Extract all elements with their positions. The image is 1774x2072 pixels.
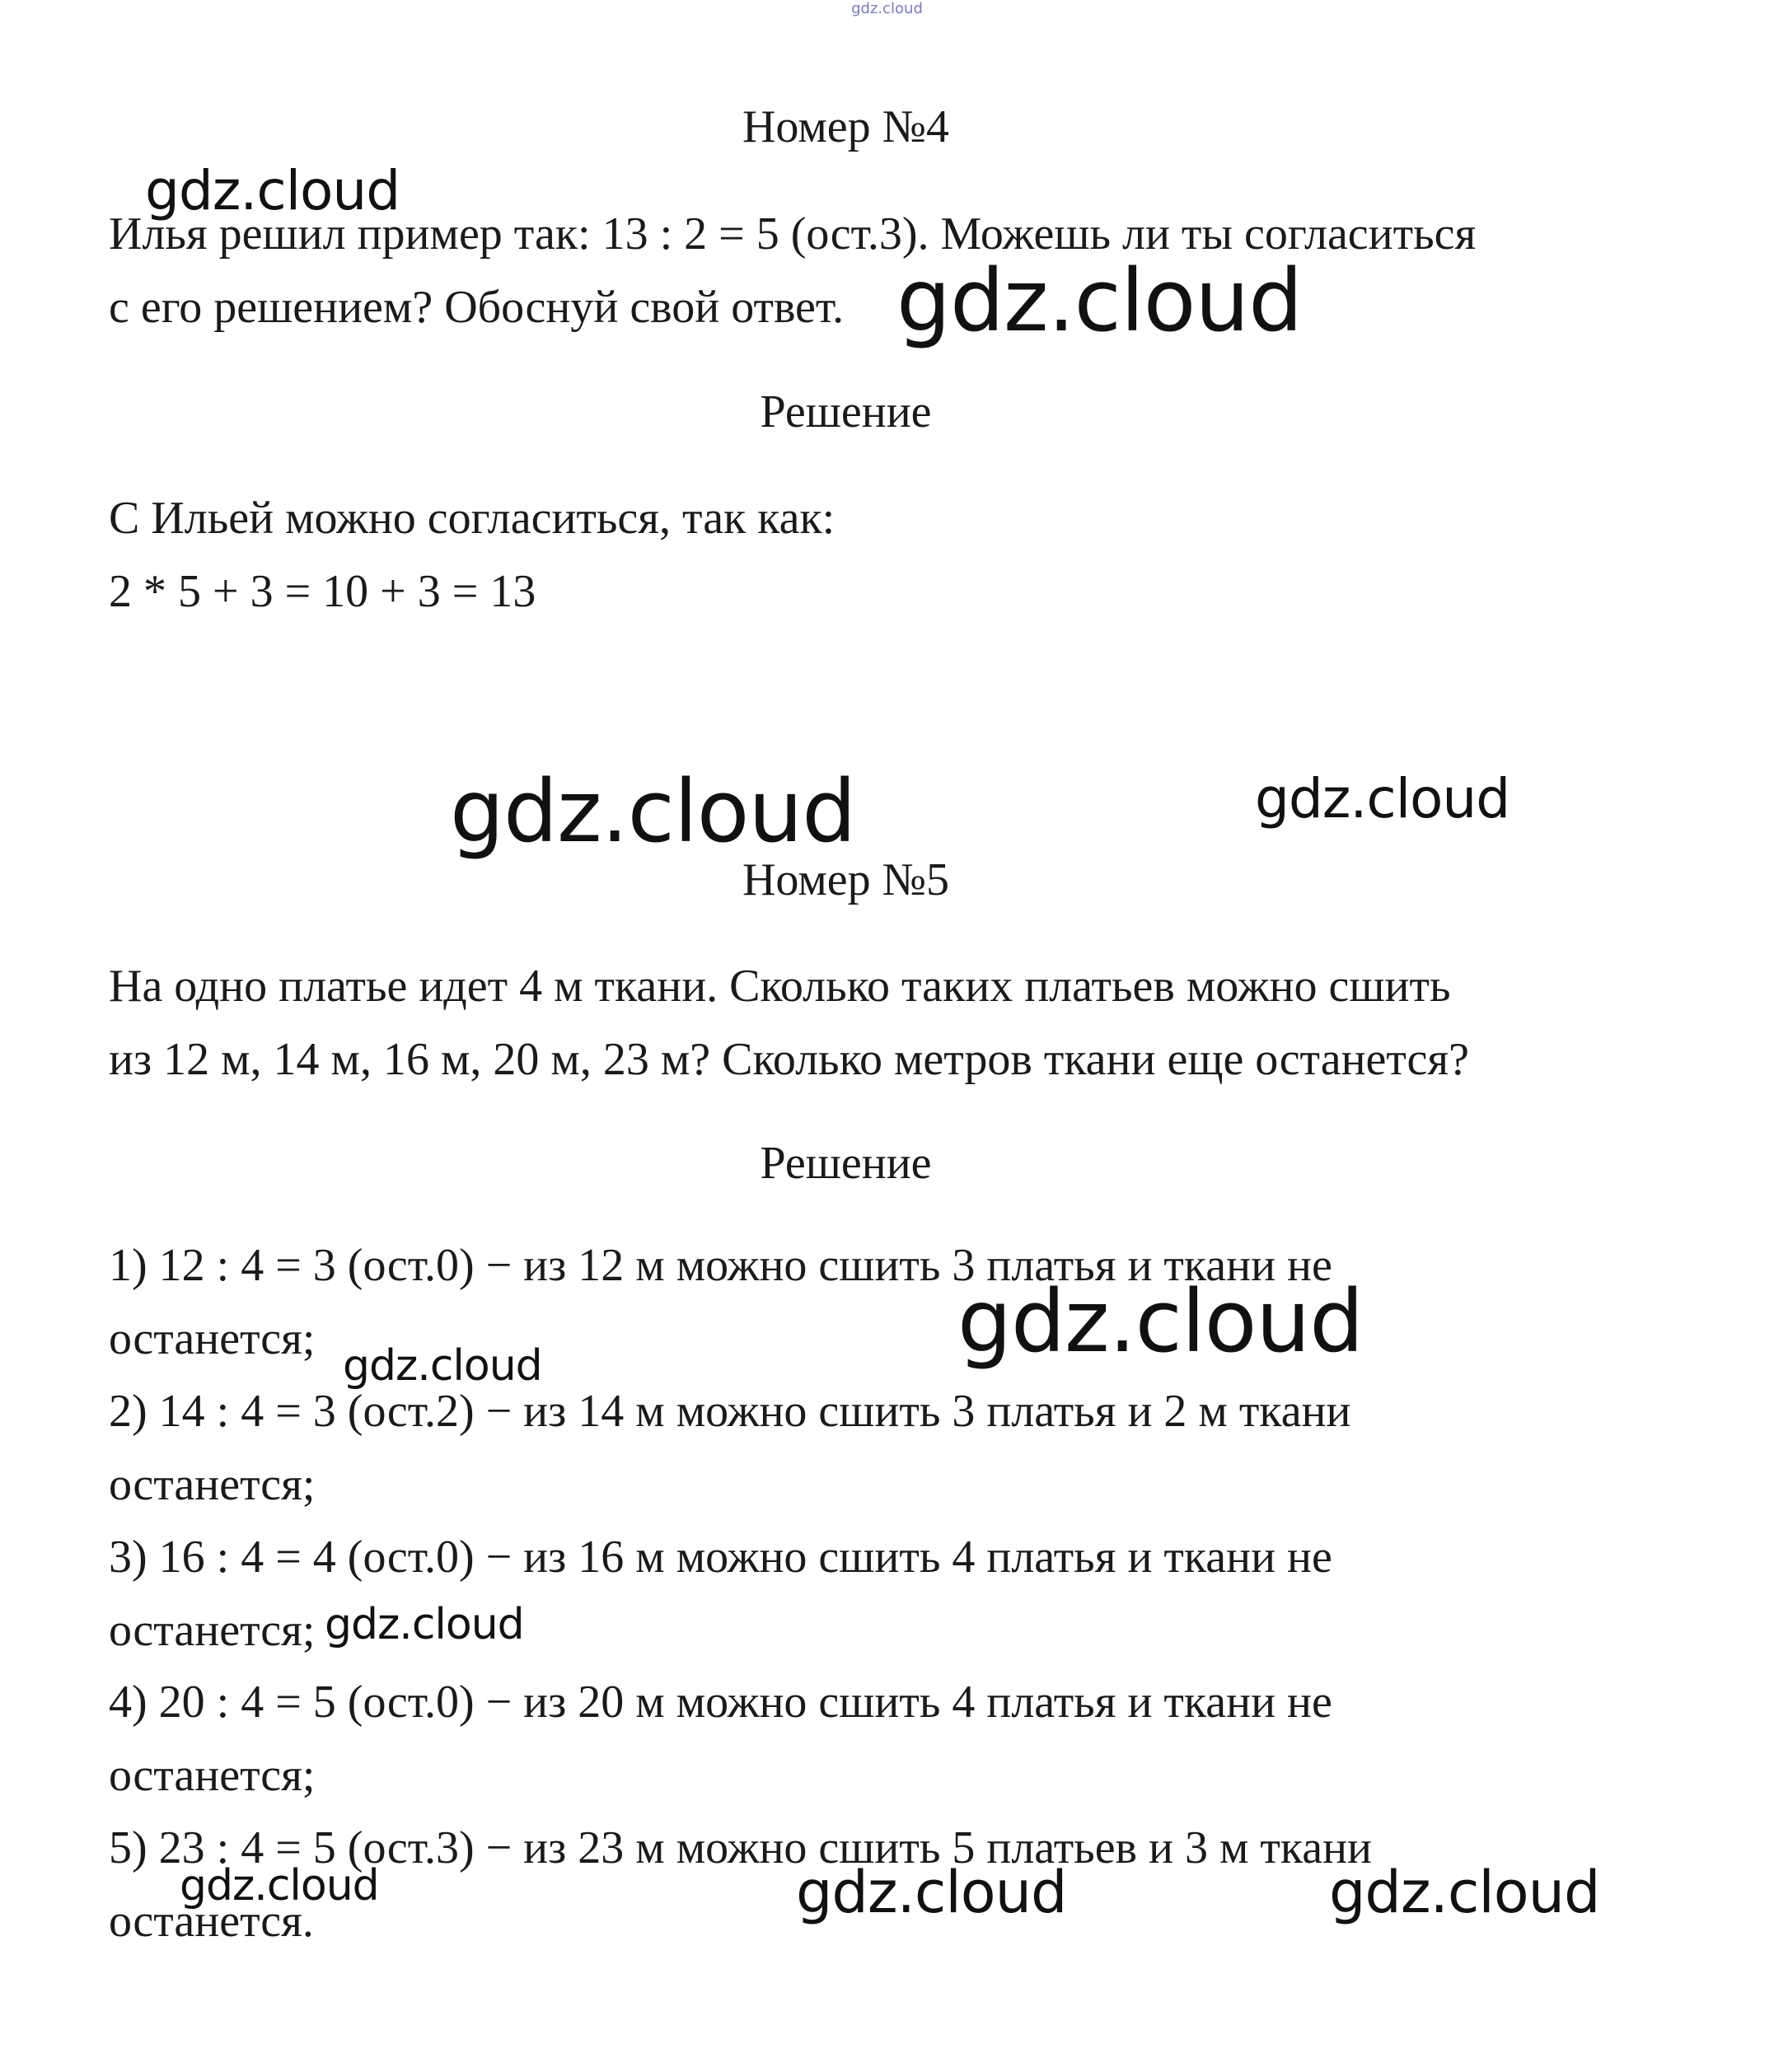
- watermark-logo: gdz.cloud: [1329, 1859, 1600, 1926]
- problem4-solution-line-2: 2 * 5 + 3 = 10 + 3 = 13: [109, 566, 536, 617]
- problem5-solution-line-10: останется.: [109, 1896, 314, 1947]
- problem4-solution-line-1: С Ильей можно согласиться, так как:: [109, 493, 836, 544]
- problem5-solution-line-2: останется;: [109, 1313, 316, 1364]
- watermark-logo: gdz.cloud: [957, 1271, 1364, 1372]
- problem5-solution-line-4: останется;: [109, 1459, 316, 1510]
- problem4-solution-heading: Решение: [760, 386, 932, 437]
- problem4-heading: Номер №4: [742, 101, 950, 152]
- watermark-logo: gdz.cloud: [1255, 767, 1510, 830]
- problem5-heading: Номер №5: [742, 854, 950, 905]
- watermark-logo: gdz.cloud: [450, 761, 856, 862]
- watermark-logo: gdz.cloud: [896, 250, 1303, 351]
- problem5-solution-line-8: останется;: [109, 1750, 316, 1801]
- problem5-solution-line-9: 5) 23 : 4 = 5 (ост.3) − из 23 м можно сшить 5 платьев и 3 м ткани: [109, 1822, 1373, 1873]
- problem5-solution-line-1: 1) 12 : 4 = 3 (ост.0) − из 12 м можно сшить 3 платья и ткани не: [109, 1240, 1332, 1291]
- watermark-logo: gdz.cloud: [145, 159, 400, 222]
- problem5-solution-line-3: 2) 14 : 4 = 3 (ост.2) − из 14 м можно сшить 3 платья и 2 м ткани: [109, 1386, 1351, 1437]
- watermark-logo: gdz.cloud: [325, 1600, 524, 1649]
- problem4-question-line-2: с его решением? Обоснуй свой ответ.: [109, 282, 845, 333]
- problem5-question-line-2: из 12 м, 14 м, 16 м, 20 м, 23 м? Сколько метров ткани еще останется?: [109, 1034, 1470, 1085]
- watermark-logo: gdz.cloud: [796, 1859, 1067, 1926]
- problem5-solution-line-5: 3) 16 : 4 = 4 (ост.0) − из 16 м можно сшить 4 платья и ткани не: [109, 1532, 1332, 1583]
- problem5-solution-line-7: 4) 20 : 4 = 5 (ост.0) − из 20 м можно сшить 4 платья и ткани не: [109, 1677, 1332, 1728]
- problem4-question-line-1: Илья решил пример так: 13 : 2 = 5 (ост.3). Можешь ли ты согласиться: [109, 208, 1477, 260]
- header-watermark: gdz.cloud: [851, 0, 923, 17]
- watermark-logo: gdz.cloud: [343, 1341, 542, 1391]
- problem5-solution-heading: Решение: [760, 1138, 932, 1189]
- watermark-logo: gdz.cloud: [180, 1861, 379, 1911]
- problem5-question-line-1: На одно платье идет 4 м ткани. Сколько таких платьев можно сшить: [109, 961, 1451, 1012]
- problem5-solution-line-6: останется;: [109, 1605, 316, 1656]
